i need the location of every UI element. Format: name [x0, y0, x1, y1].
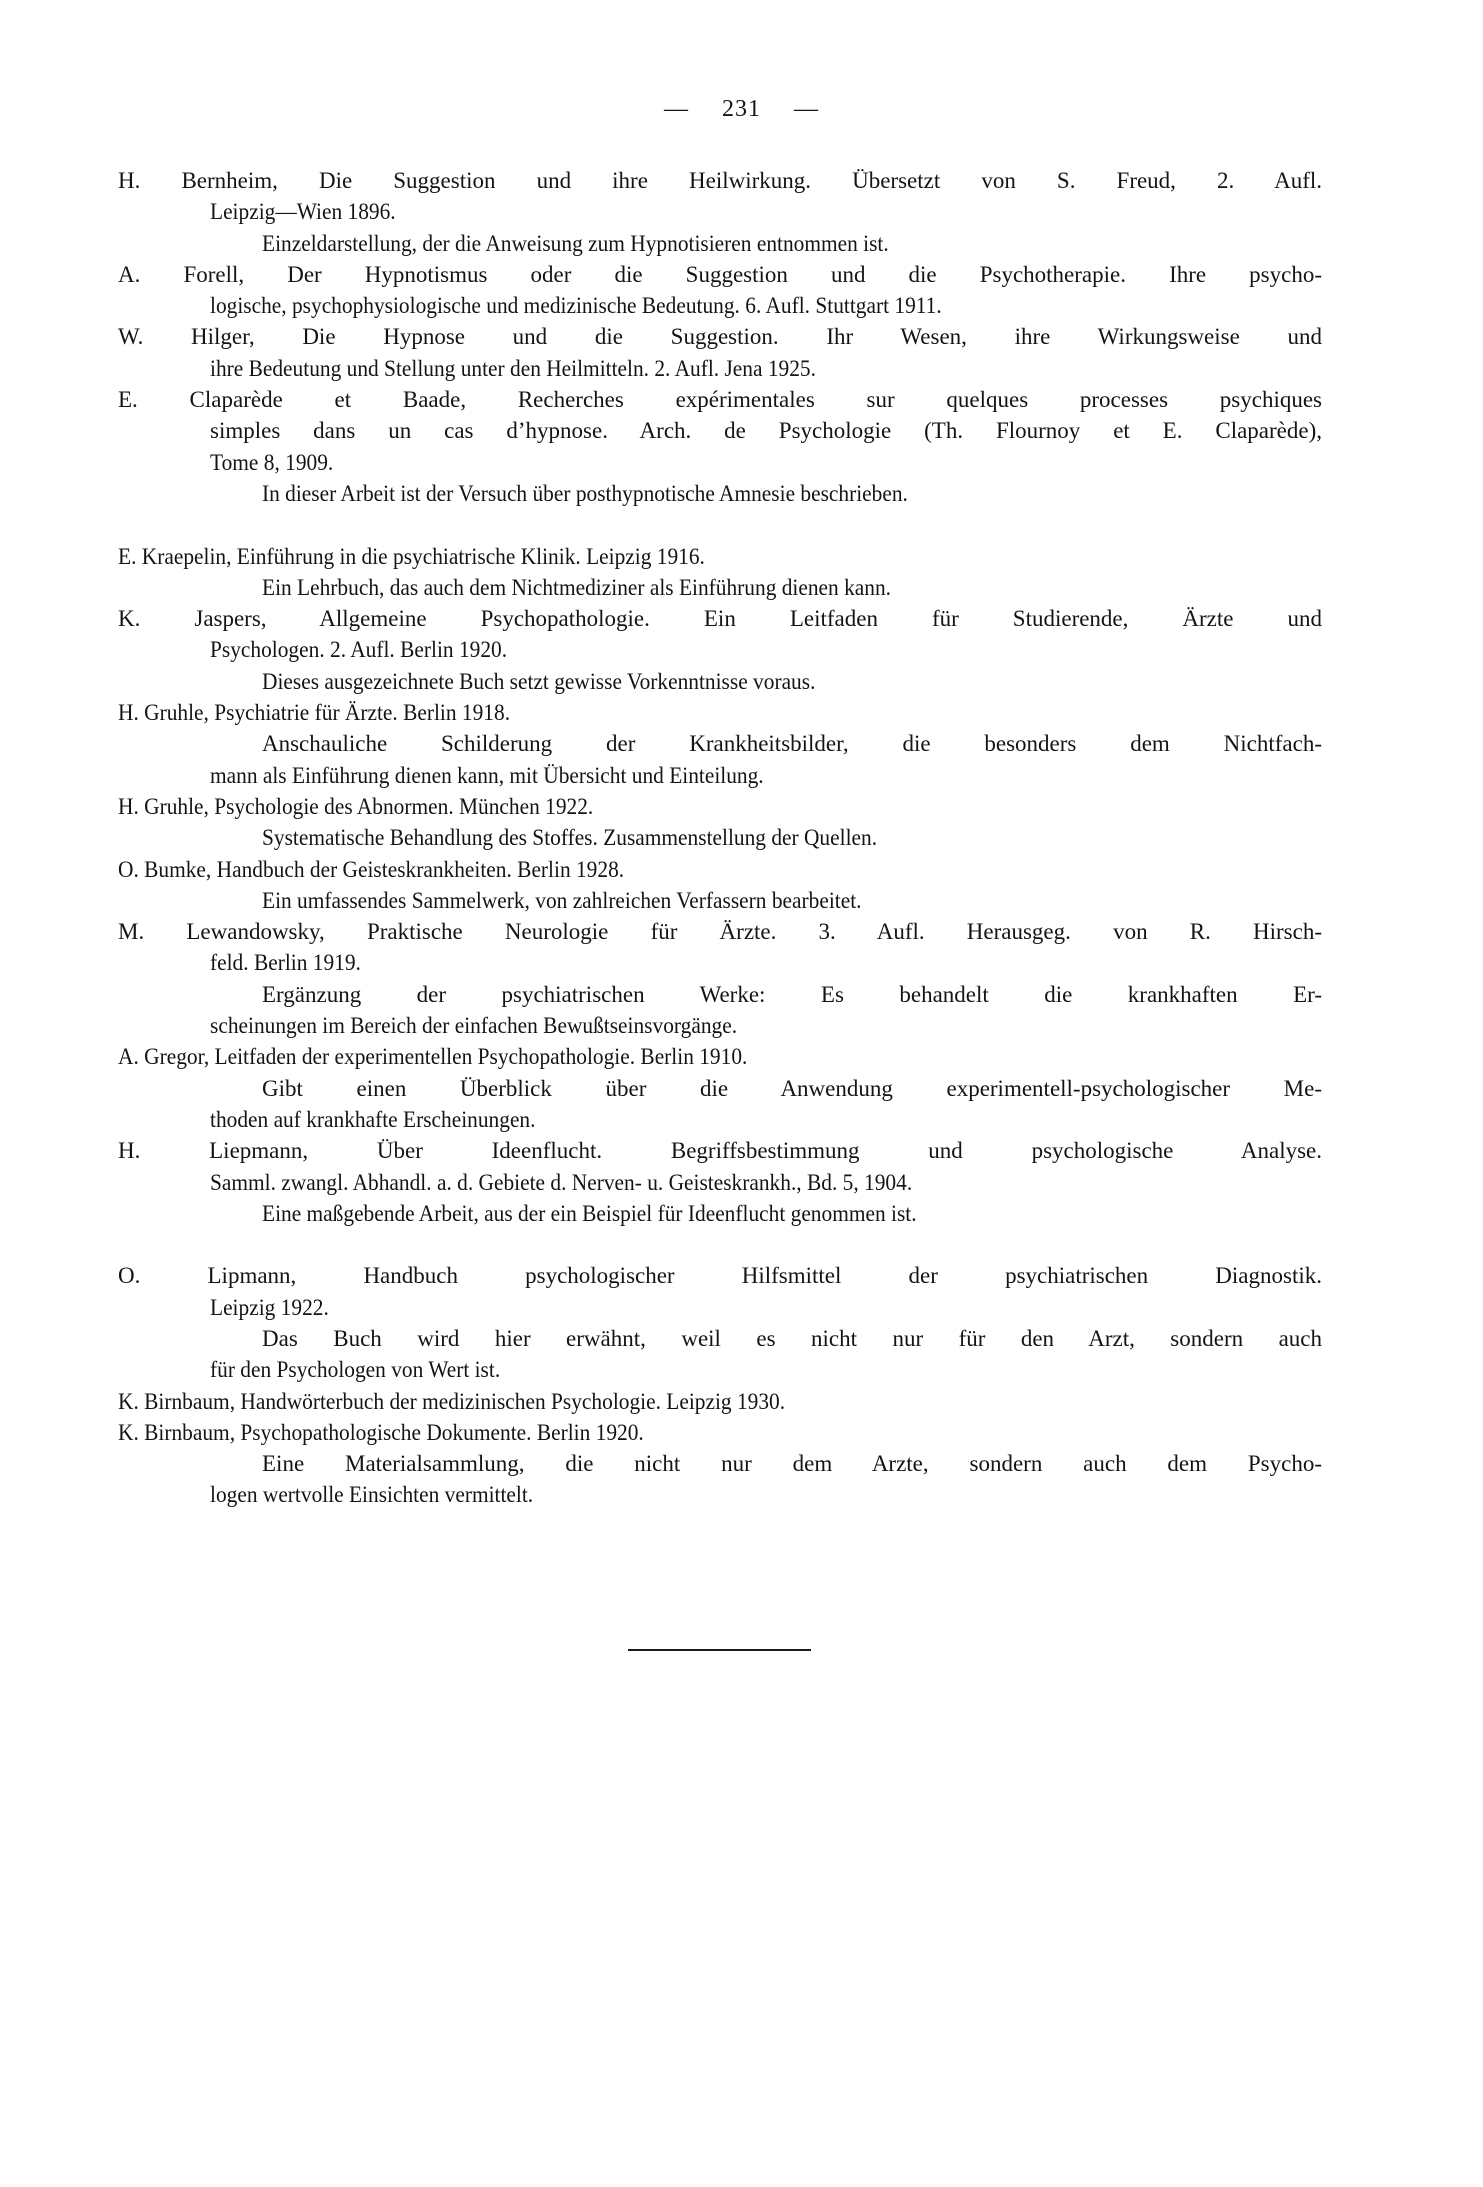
line-text: M. Lewandowsky, Praktische Neurologie für Ärzte. 3. Aufl. Herausgeg. von R. Hirsch- — [118, 919, 1322, 945]
citation-entry — [118, 1135, 1322, 1198]
line-text: K. Birnbaum, Handwörterbuch der medizinischen Psychologie. Leipzig 1930. — [118, 1388, 786, 1414]
annotation-note — [118, 1323, 1322, 1386]
text-line — [118, 196, 1322, 227]
line-text: Ein umfassendes Sammelwerk, von zahlreichen Verfassern bearbeitet. — [262, 887, 862, 913]
annotation-note — [118, 666, 1322, 697]
section-gap — [118, 1229, 1322, 1260]
citation-entry — [118, 165, 1322, 228]
line-text: mann als Einführung dienen kann, mit Übersicht und Einteilung. — [210, 762, 764, 788]
line-text: Leipzig 1922. — [210, 1294, 329, 1320]
line-text: E. Kraepelin, Einführung in die psychiatrische Klinik. Leipzig 1916. — [118, 543, 705, 569]
annotation-note — [118, 1198, 1322, 1229]
text-line — [118, 1041, 1322, 1072]
text-line — [118, 666, 1322, 697]
line-text: W. Hilger, Die Hypnose und die Suggestion. Ihr Wesen, ihre Wirkungsweise und — [118, 324, 1322, 350]
page-number — [0, 96, 1483, 123]
line-text: thoden auf krankhafte Erscheinungen. — [210, 1106, 536, 1132]
text-line — [118, 415, 1322, 446]
text-line — [118, 979, 1322, 1010]
text-line — [118, 1135, 1322, 1166]
annotation-note — [118, 885, 1322, 916]
line-text: A. Gregor, Leitfaden der experimentellen Psychopathologie. Berlin 1910. — [118, 1044, 748, 1070]
text-line — [118, 384, 1322, 415]
citation-entry — [118, 1260, 1322, 1323]
line-text: Samml. zwangl. Abhandl. a. d. Gebiete d. Nerven- u. Geisteskrankh., Bd. 5, 1904. — [210, 1169, 913, 1195]
line-text: logen wertvolle Einsichten vermittelt. — [210, 1482, 534, 1508]
text-line — [118, 947, 1322, 978]
text-line — [118, 1260, 1322, 1291]
end-rule — [628, 1649, 811, 1651]
annotation-note — [118, 979, 1322, 1042]
line-text: K. Birnbaum, Psychopathologische Dokumente. Berlin 1920. — [118, 1419, 644, 1445]
citation-entry — [118, 1386, 1322, 1417]
text-line — [118, 603, 1322, 634]
line-text: A. Forell, Der Hypnotismus oder die Suggestion und die Psychotherapie. Ihre psycho- — [118, 261, 1322, 287]
annotation-note — [118, 478, 1322, 509]
text-line — [118, 728, 1322, 759]
line-text: Eine maßgebende Arbeit, aus der ein Beispiel für Ideenflucht genommen ist. — [262, 1200, 917, 1226]
line-text: Einzeldarstellung, der die Anweisung zum Hypnotisieren entnommen ist. — [262, 230, 889, 256]
citation-entry — [118, 1417, 1322, 1448]
citation-entry — [118, 321, 1322, 384]
text-line — [118, 1386, 1322, 1417]
text-line — [118, 321, 1322, 352]
text-line — [118, 1104, 1322, 1135]
text-line — [118, 697, 1322, 728]
text-line — [118, 353, 1322, 384]
annotation-note — [118, 572, 1322, 603]
line-text: Systematische Behandlung des Stoffes. Zusammenstellung der Quellen. — [262, 825, 878, 851]
citation-entry — [118, 384, 1322, 478]
text-line — [118, 634, 1322, 665]
text-line — [118, 1354, 1322, 1385]
text-line — [118, 572, 1322, 603]
bibliography-section — [118, 1260, 1322, 1510]
line-text: In dieser Arbeit ist der Versuch über posthypnotische Amnesie beschrieben. — [262, 480, 908, 506]
line-text: Gibt einen Überblick über die Anwendung experimentell-psychologischer Me- — [262, 1075, 1322, 1101]
line-text: H. Liepmann, Über Ideenflucht. Begriffsbestimmung und psychologische Analyse. — [118, 1138, 1322, 1164]
line-text: Psychologen. 2. Aufl. Berlin 1920. — [210, 637, 508, 663]
text-line — [118, 259, 1322, 290]
line-text: O. Lipmann, Handbuch psychologischer Hilfsmittel der psychiatrischen Diagnostik. — [118, 1263, 1322, 1289]
text-line — [118, 1292, 1322, 1323]
citation-entry — [118, 697, 1322, 728]
line-text: H. Gruhle, Psychiatrie für Ärzte. Berlin 1918. — [118, 700, 511, 726]
citation-entry — [118, 259, 1322, 322]
annotation-note — [118, 1448, 1322, 1511]
text-line — [118, 1479, 1322, 1510]
line-text: Eine Materialsammlung, die nicht nur dem Arzte, sondern auch dem Psycho- — [262, 1451, 1322, 1477]
line-text: scheinungen im Bereich der einfachen Bewußtseinsvorgänge. — [210, 1013, 738, 1039]
line-text: Anschauliche Schilderung der Krankheitsbilder, die besonders dem Nichtfach- — [262, 731, 1322, 757]
bibliography-section — [118, 541, 1322, 1230]
text-line — [118, 1417, 1322, 1448]
citation-entry — [118, 1041, 1322, 1072]
line-text: Das Buch wird hier erwähnt, weil es nicht nur für den Arzt, sondern auch — [262, 1325, 1322, 1351]
text-line — [118, 228, 1322, 259]
page-number-dash-left: — — [664, 96, 689, 122]
text-line — [118, 541, 1322, 572]
text-line — [118, 478, 1322, 509]
line-text: Dieses ausgezeichnete Buch setzt gewisse Vorkenntnisse voraus. — [262, 668, 816, 694]
line-text: logische, psychophysiologische und medizinische Bedeutung. 6. Aufl. Stuttgart 1911. — [210, 293, 942, 319]
annotation-note — [118, 1073, 1322, 1136]
citation-entry — [118, 541, 1322, 572]
line-text: simples dans un cas d’hypnose. Arch. de Psychologie (Th. Flournoy et E. Claparède), — [210, 418, 1322, 444]
text-line — [118, 760, 1322, 791]
text-line — [118, 1167, 1322, 1198]
line-text: H. Bernheim, Die Suggestion und ihre Heilwirkung. Übersetzt von S. Freud, 2. Aufl. — [118, 168, 1322, 193]
bibliography-section — [118, 165, 1322, 509]
citation-entry — [118, 791, 1322, 822]
text-line — [118, 165, 1322, 196]
citation-entry — [118, 916, 1322, 979]
text-line — [118, 1198, 1322, 1229]
line-text: Tome 8, 1909. — [210, 449, 334, 475]
line-text: Leipzig—Wien 1896. — [210, 199, 396, 225]
text-line — [118, 1073, 1322, 1104]
text-line — [118, 854, 1322, 885]
text-line — [118, 822, 1322, 853]
text-line — [118, 885, 1322, 916]
page-number-dash-right: — — [794, 96, 819, 122]
text-line — [118, 1010, 1322, 1041]
line-text: Ein Lehrbuch, das auch dem Nichtmediziner als Einführung dienen kann. — [262, 574, 892, 600]
text-line — [118, 1323, 1322, 1354]
line-text: O. Bumke, Handbuch der Geisteskrankheiten. Berlin 1928. — [118, 856, 625, 882]
line-text: K. Jaspers, Allgemeine Psychopathologie. Ein Leitfaden für Studierende, Ärzte und — [118, 606, 1322, 632]
text-line — [118, 290, 1322, 321]
citation-entry — [118, 854, 1322, 885]
page-number-value: 231 — [722, 96, 761, 122]
line-text: für den Psychologen von Wert ist. — [210, 1357, 501, 1383]
line-text: ihre Bedeutung und Stellung unter den Heilmitteln. 2. Aufl. Jena 1925. — [210, 355, 816, 381]
annotation-note — [118, 728, 1322, 791]
line-text: feld. Berlin 1919. — [210, 950, 361, 976]
line-text: Ergänzung der psychiatrischen Werke: Es behandelt die krankhaften Er- — [262, 981, 1322, 1007]
annotation-note — [118, 228, 1322, 259]
citation-entry — [118, 603, 1322, 666]
section-gap — [118, 509, 1322, 540]
bibliography — [118, 165, 1322, 1511]
text-line — [118, 916, 1322, 947]
line-text: H. Gruhle, Psychologie des Abnormen. München 1922. — [118, 793, 594, 819]
text-line — [118, 791, 1322, 822]
line-text: E. Claparède et Baade, Recherches expérimentales sur quelques processes psychiques — [118, 387, 1322, 413]
annotation-note — [118, 822, 1322, 853]
text-line — [118, 447, 1322, 478]
text-line — [118, 1448, 1322, 1479]
